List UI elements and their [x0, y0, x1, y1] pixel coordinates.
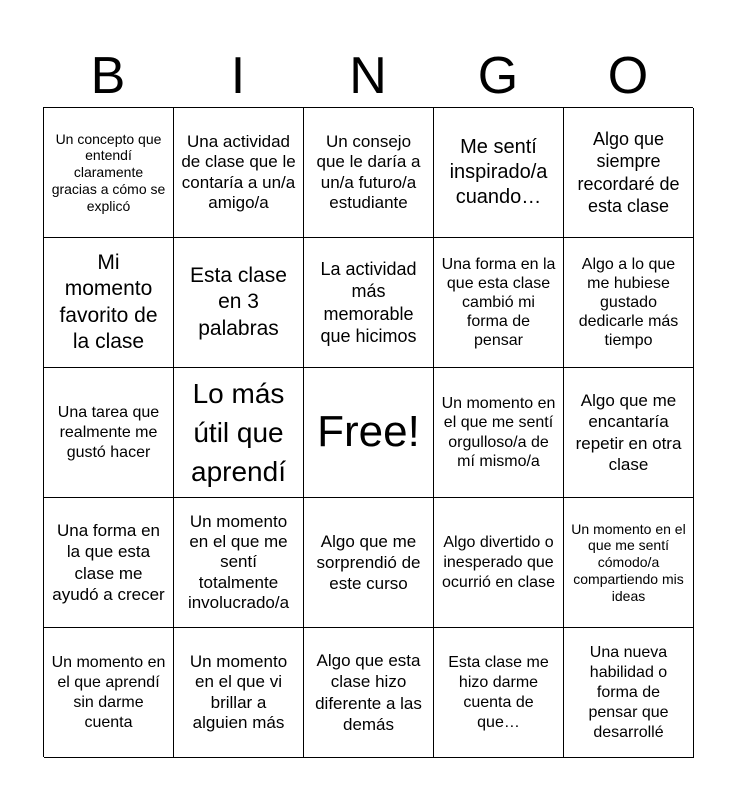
bingo-header — [43, 44, 693, 108]
bingo-cell[interactable]: Mi momento favorito de la clase — [44, 238, 174, 368]
free-space-cell[interactable]: Free! — [304, 368, 434, 498]
bingo-cell[interactable]: Un momento en el que me sentí orgulloso/a de mí mismo/a — [434, 368, 564, 498]
bingo-cell[interactable]: Algo divertido o inesperado que ocurrió en clase — [434, 498, 564, 628]
bingo-cell[interactable]: La actividad más memorable que hicimos — [304, 238, 434, 368]
header-letter-o: O — [607, 47, 649, 105]
bingo-cell[interactable]: Un momento en el que aprendí sin darme cuenta — [44, 628, 174, 758]
bingo-cell[interactable]: Algo que me encantaría repetir en otra clase — [564, 368, 694, 498]
bingo-cell[interactable]: Algo que siempre recordaré de esta clase — [564, 108, 694, 238]
bingo-cell[interactable]: Un concepto que entendí claramente gracias a cómo se explicó — [44, 108, 174, 238]
bingo-cell[interactable]: Algo que esta clase hizo diferente a las demás — [304, 628, 434, 758]
bingo-cell[interactable]: Una actividad de clase que le contaría a un/a amigo/a — [174, 108, 304, 238]
bingo-cell[interactable]: Lo más útil que aprendí — [174, 368, 304, 498]
bingo-cell[interactable]: Esta clase en 3 palabras — [174, 238, 304, 368]
bingo-card-grid — [43, 107, 693, 757]
bingo-cell[interactable]: Algo a lo que me hubiese gustado dedicarle más tiempo — [564, 238, 694, 368]
header-letter-i: I — [230, 47, 246, 105]
bingo-cell[interactable]: Un consejo que le daría a un/a futuro/a estudiante — [304, 108, 434, 238]
header-letter-g: G — [477, 47, 519, 105]
bingo-cell[interactable]: Algo que me sorprendió de este curso — [304, 498, 434, 628]
bingo-cell[interactable]: Un momento en el que me sentí totalmente involucrado/a — [174, 498, 304, 628]
header-letter-b: B — [90, 47, 126, 105]
bingo-cell[interactable]: Esta clase me hizo darme cuenta de que… — [434, 628, 564, 758]
bingo-cell[interactable]: Una forma en la que esta clase cambió mi forma de pensar — [434, 238, 564, 368]
bingo-cell[interactable]: Una forma en la que esta clase me ayudó a crecer — [44, 498, 174, 628]
header-letter-n: N — [349, 47, 387, 105]
bingo-cell[interactable]: Un momento en el que me sentí cómodo/a compartiendo mis ideas — [564, 498, 694, 628]
bingo-cell[interactable]: Me sentí inspirado/a cuando… — [434, 108, 564, 238]
bingo-cell[interactable]: Una nueva habilidad o forma de pensar que desarrollé — [564, 628, 694, 758]
bingo-cell[interactable]: Una tarea que realmente me gustó hacer — [44, 368, 174, 498]
bingo-cell[interactable]: Un momento en el que vi brillar a alguien más — [174, 628, 304, 758]
